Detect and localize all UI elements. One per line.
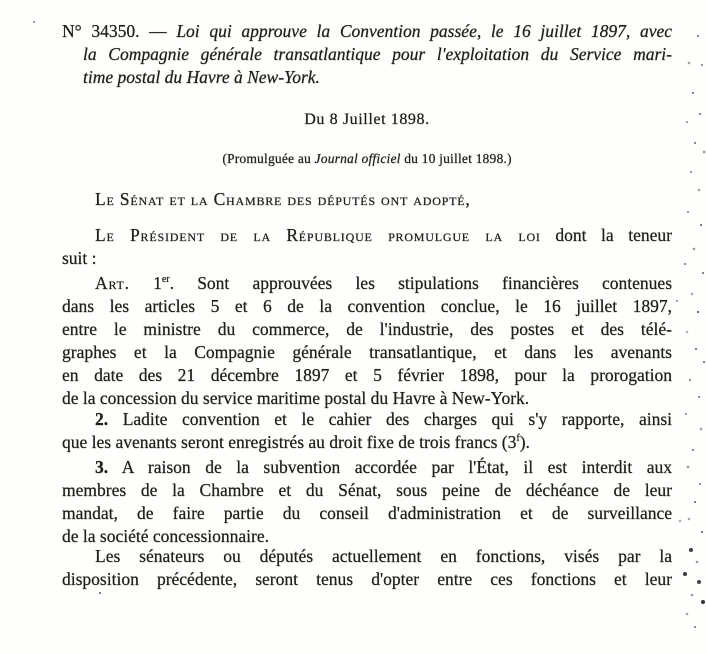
law-number: N° 34350. <box>62 21 140 41</box>
senate-adoption-block <box>62 188 672 211</box>
article-2-text-start: Ladite convention et le cahier des charges qui s'y rapporte, ainsi <box>122 409 672 429</box>
article-3-text-start: A raison de la subvention accordée par l'État, il est interdit aux <box>121 457 672 477</box>
promulgation-note <box>62 147 672 170</box>
article-2-number: 2. <box>95 409 109 429</box>
article-1-label: Art. <box>95 273 130 293</box>
law-headnote <box>62 20 672 89</box>
closing-paragraph-line-2: disposition précédente, seront tenus d'opter entre ces fonctions et leur <box>62 569 672 589</box>
article-2-line-2 <box>62 431 672 454</box>
law-date-line: Du 8 Juillet 1898. <box>304 111 430 128</box>
article-1-line-6: de la concession du service maritime postal du Havre à New-York. <box>62 388 530 408</box>
article-1-line-4: graphes et la Compagnie générale transatlantique, et dans les avenants <box>62 342 672 362</box>
promulgation-suffix: du 10 juillet 1898.) <box>404 151 512 166</box>
article-3-number: 3. <box>95 457 109 477</box>
closing-paragraph-line-1: Les sénateurs ou députés actuellement en fonctions, visés par la <box>95 546 672 566</box>
article-1-line-2: dans les articles 5 et 6 de la convention conclue, le 16 juillet 1897, <box>62 296 672 316</box>
law-title-part-1: Loi qui approuve la Convention passée, le 16 juillet 1897, avec <box>176 21 673 41</box>
law-title-part-2: la Compagnie générale transatlantique pour l'exploitation du Service mari- <box>83 44 672 64</box>
president-promulgation-line <box>62 224 672 247</box>
article-1-number-superscript: er <box>161 274 170 286</box>
article-1-number-digit: 1 <box>153 273 162 293</box>
senate-adoption-line: Le Sénat et la Chambre des députés ont adopté, <box>95 189 471 209</box>
president-promulgation-rest: dont la teneur <box>555 225 673 245</box>
scan-noise-specks <box>0 0 2 2</box>
article-1 <box>62 272 672 410</box>
law-title-part-3: time postal du Havre à New-York. <box>83 67 320 87</box>
article-3-line-4: de la société concessionnaire. <box>62 526 269 546</box>
article-3-line-1 <box>62 456 672 479</box>
promulgation-line <box>62 147 672 170</box>
article-1-line-3: entre le ministre du commerce, de l'industrie, des postes et des télé- <box>62 319 672 339</box>
president-promulgation-block <box>62 224 672 270</box>
article-3 <box>62 456 672 548</box>
dash-separator: — <box>149 21 167 41</box>
article-3-line-3: mandat, de faire partie du conseil d'administration et de surveillance <box>62 503 672 523</box>
article-3-line-2: membres de la Chambre et du Sénat, sous peine de déchéance de leur <box>62 480 672 500</box>
francs-superscript: f <box>516 433 520 445</box>
journal-officiel-reference: Journal officiel <box>314 151 401 166</box>
law-date-block <box>62 108 672 131</box>
president-promulgation-continuation: suit : <box>62 248 97 268</box>
closing-paragraph <box>62 545 672 591</box>
promulgation-prefix: (Promulguée au <box>222 151 311 166</box>
article-2-line-1 <box>62 408 672 431</box>
article-1-text-start: . Sont approuvées les stipulations financières contenues <box>169 273 673 293</box>
article-2-line-2-pre: que les avenants seront enregistrés au droit fixe de trois francs (3 <box>62 432 517 452</box>
article-1-number <box>153 273 672 293</box>
article-1-line-5: en date des 21 décembre 1897 et 5 février 1898, pour la prorogation <box>62 365 672 385</box>
law-headnote-line-1 <box>62 20 672 43</box>
article-2-line-2-post: ). <box>519 432 530 452</box>
article-1-line-1 <box>62 272 672 295</box>
president-promulgation-smallcaps: Le Président de la République promulgue la loi <box>95 225 541 245</box>
article-2 <box>62 408 672 454</box>
